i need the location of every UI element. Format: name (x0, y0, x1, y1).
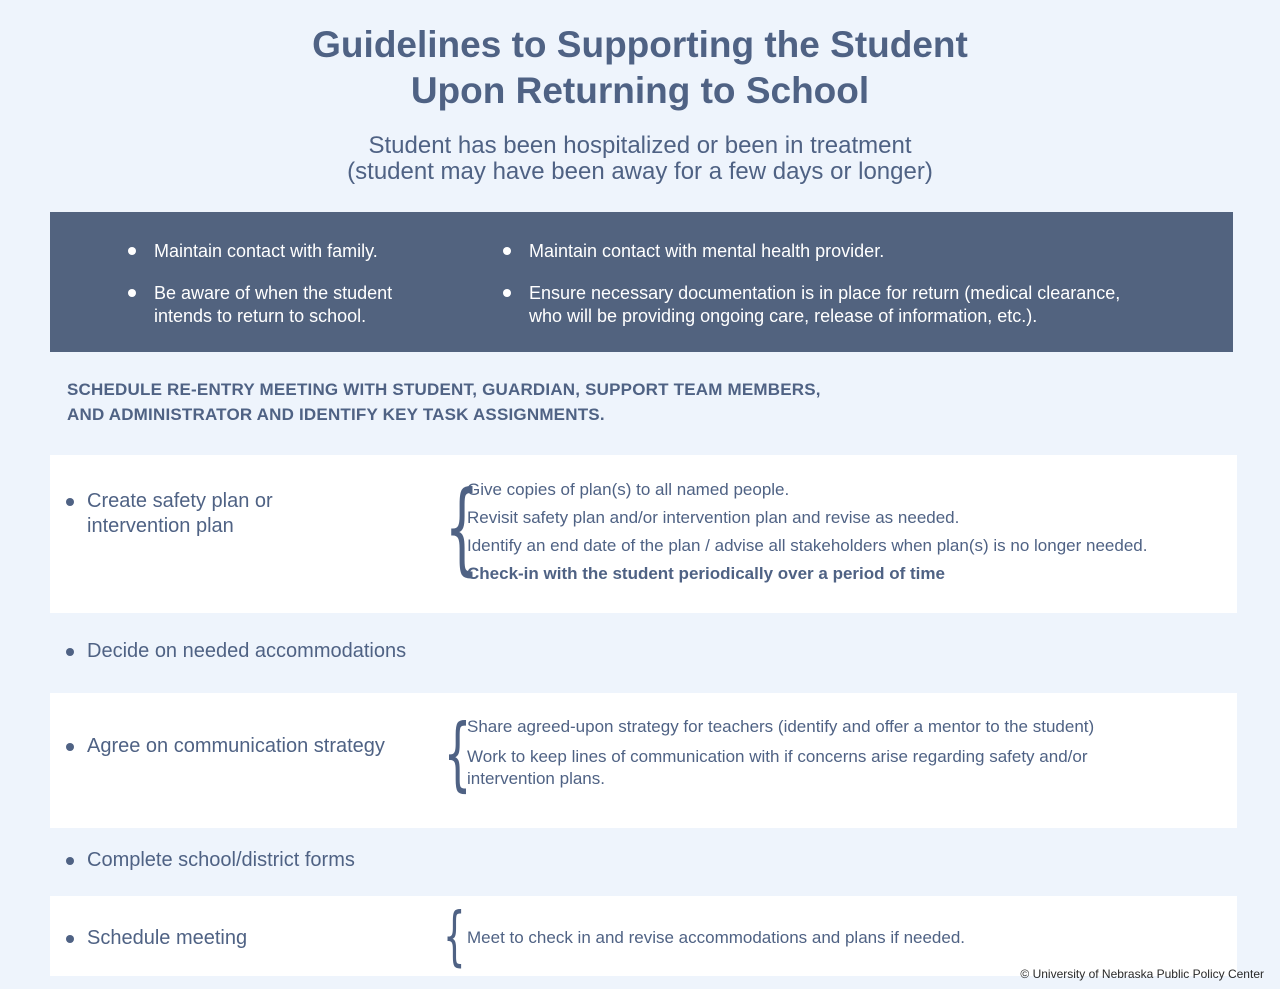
bullet-icon (66, 498, 74, 506)
subtitle-line-2: (student may have been away for a few days or longer) (347, 158, 933, 185)
page-title (0, 22, 1280, 114)
detail-item: Meet to check in and revise accommodations and plans if needed. (467, 928, 966, 947)
pre-return-box (50, 212, 1233, 352)
detail-list-communication (467, 716, 1094, 790)
row-label-accommodations: Decide on needed accommodations (87, 639, 406, 664)
detail-list-safety-plan (467, 476, 1147, 588)
copyright-credit: © University of Nebraska Public Policy Center (1020, 967, 1264, 981)
pre-return-item: Ensure necessary documentation is in place for return (medical clearance, who will be providing ongoing care, release of information, etc.). (529, 282, 1120, 328)
title-line-2: Upon Returning to School (410, 70, 870, 111)
brace-icon: { (444, 469, 480, 586)
detail-list-schedule-meeting (467, 924, 965, 952)
detail-item: Check-in with the student periodically over a period of time (467, 564, 945, 583)
detail-item: Revisit safety plan and/or intervention plan and revise as needed. (467, 508, 960, 527)
pre-return-item: Be aware of when the student intends to return to school. (154, 282, 392, 328)
row-label-forms: Complete school/district forms (87, 848, 355, 873)
brace-icon: { (443, 900, 466, 974)
row-label-schedule-meeting: Schedule meeting (87, 926, 247, 951)
detail-item: intervention plans. (467, 769, 605, 788)
bullet-icon (128, 289, 136, 297)
bullet-icon (503, 289, 511, 297)
detail-item: Share agreed-upon strategy for teachers (identify and offer a mentor to the student) (467, 717, 1095, 736)
subtitle-line-1: Student has been hospitalized or been in treatment (368, 132, 912, 159)
title-line-1: Guidelines to Supporting the Student (312, 24, 968, 65)
row-label-communication: Agree on communication strategy (87, 734, 385, 759)
detail-item: Give copies of plan(s) to all named people. (467, 480, 790, 499)
bullet-icon (128, 247, 136, 255)
page-subtitle (0, 133, 1280, 185)
bullet-icon (66, 648, 74, 656)
brace-icon: { (443, 707, 472, 800)
detail-item: Identify an end date of the plan / advise all stakeholders when plan(s) is no longer needed. (467, 536, 1148, 555)
bullet-icon (503, 247, 511, 255)
detail-item: Work to keep lines of communication with if concerns arise regarding safety and/or (467, 747, 1088, 766)
bullet-icon (66, 935, 74, 943)
section-heading: SCHEDULE RE-ENTRY MEETING WITH STUDENT, GUARDIAN, SUPPORT TEAM MEMBERS, AND ADMINISTRATOR AND IDENTIFY KEY TASK ASSIGNMENTS. (67, 380, 821, 424)
pre-return-item: Maintain contact with mental health provider. (529, 240, 884, 263)
pre-return-item: Maintain contact with family. (154, 240, 378, 263)
bullet-icon (66, 743, 74, 751)
bullet-icon (66, 857, 74, 865)
row-label-safety-plan: Create safety plan or intervention plan (87, 489, 273, 539)
